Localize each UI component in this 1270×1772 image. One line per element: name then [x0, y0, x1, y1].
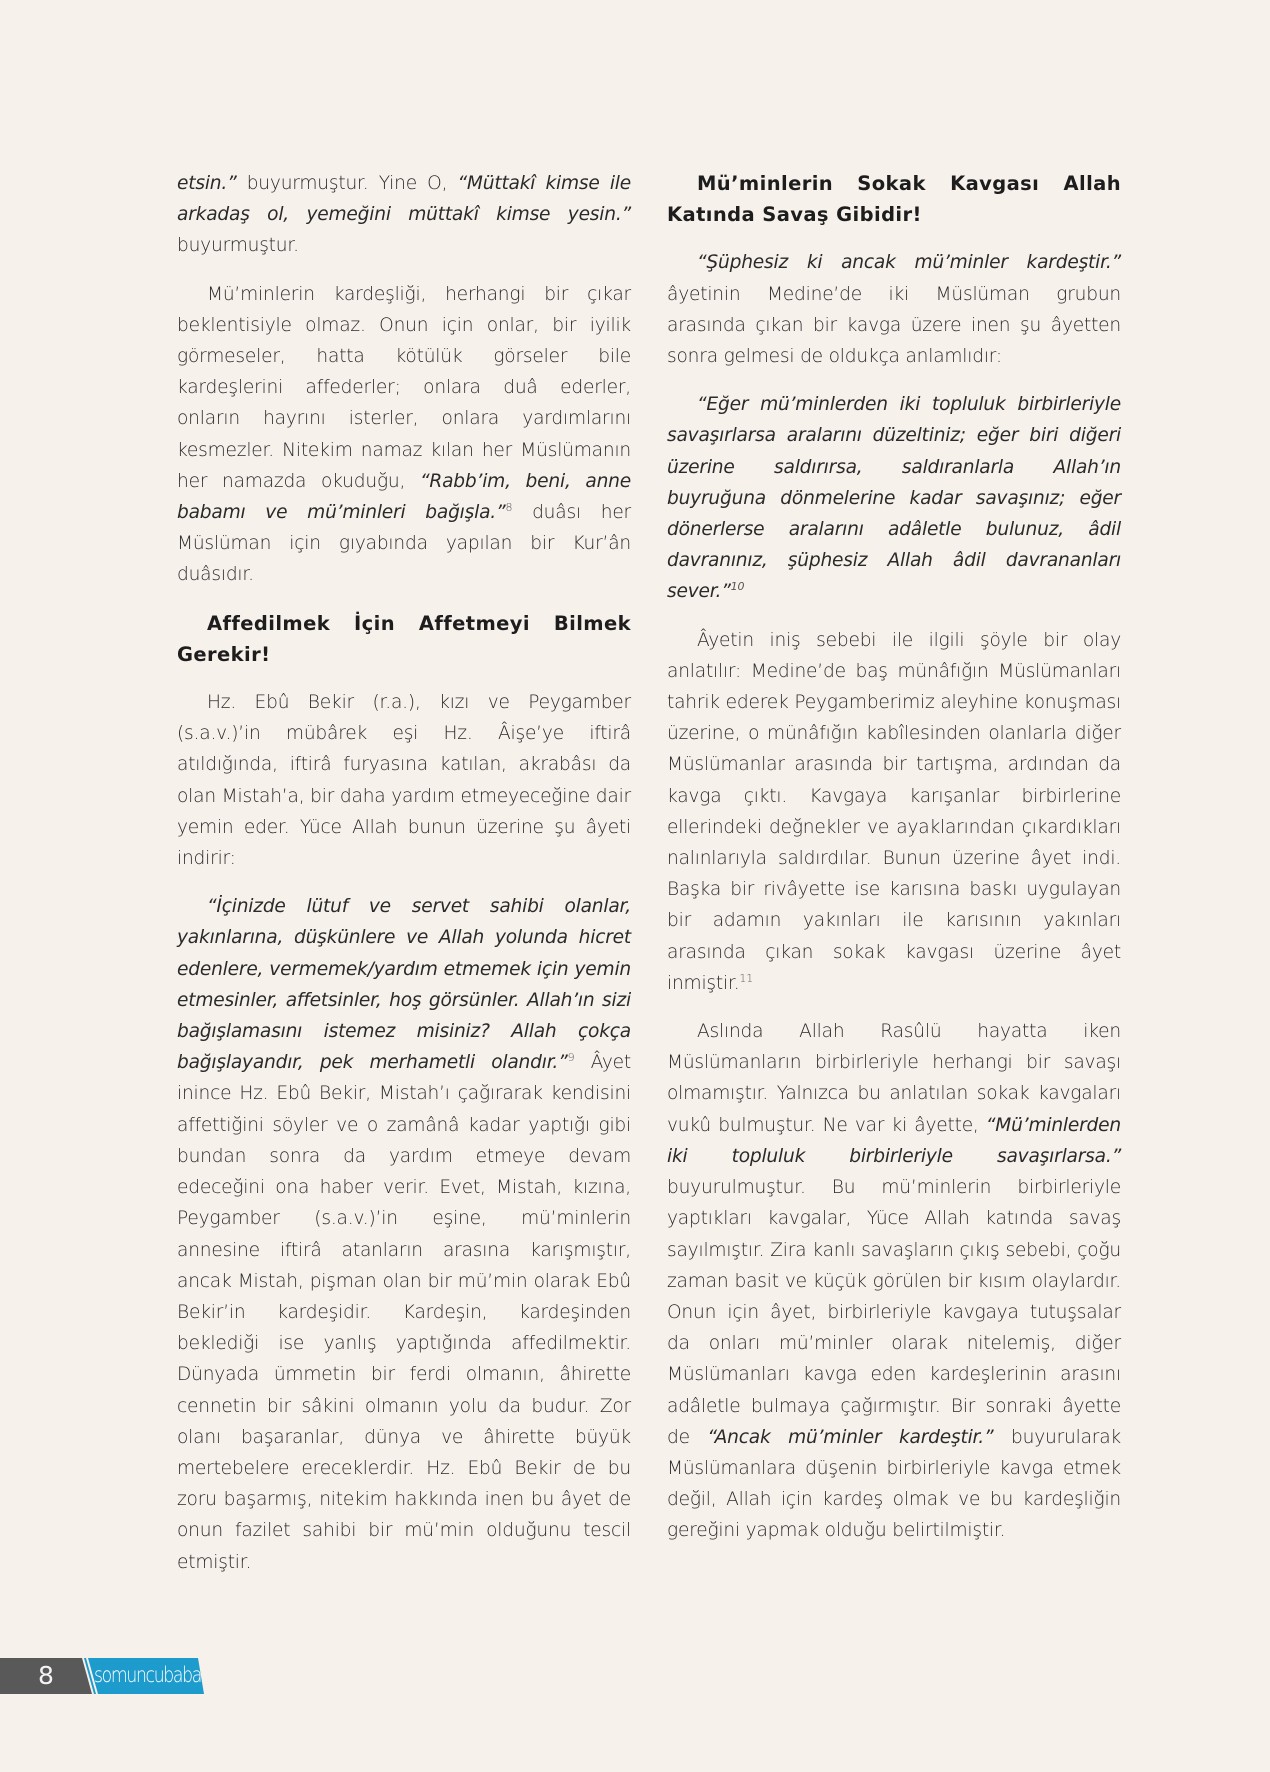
- body-text: buyurulmuştur. Bu mü’minlerin birbirleriyle yaptıkları kavgalar, Yüce Allah katında savaş sayılmıştır. Zira kanlı savaşların çıkış sebebi, çoğu zaman basit ve küçük görülen bir kısım olaylardır. Onun için âyet, birbirleriyle kavgaya tutuşsalar da onları mü’minler olarak nitelemiş, diğer Müslümanları kavga eden kardeşlerinin arasını adâletle bulmaya çağırmıştır. Bir sonraki âyette de: [667, 1177, 1121, 1448]
- body-text: âyetinin Medine’de iki Müslüman grubun arasında çıkan bir kavga üzere inen şu âyetten sonra gelmesi de oldukça anlamlıdır:: [667, 283, 1121, 368]
- body-text: Mü’minlerin kardeşliği, herhangi bir çıkar beklentisiyle olmaz. Onun için onlar, bir iyilik görmeseler, hatta kötülük görseler bile kardeşlerini affederler; onlara duâ ederler, onların hayrını isterler, onlara yardımlarını kesmezler. Nitekim namaz kılan her Müslümanın her namazda okuduğu,: [177, 283, 631, 492]
- left-column: [177, 168, 631, 1595]
- body-text: buyurmuştur. Yine O,: [236, 173, 458, 194]
- brand-logo: somuncubaba: [94, 1663, 202, 1687]
- body-text: buyurularak Müslümanlara düşenin birbirleriyle kavga etmek değil, Allah için kardeş olmak ve bu kardeşliğin gereğini yapmak olduğu belirtilmiştir.: [667, 1426, 1121, 1542]
- body-text: Âyetin iniş sebebi ile ilgili şöyle bir olay anlatılır: Medine’de baş münâfığın Müslümanları tahrik ederek Peygamberimiz aleyhine konuşması üzerine, o münâfığın kabîlesinden olanlarla diğer Müslümanlar arasında bir tartışma, ardından da kavga çıktı. Kavgaya karışanlar birbirlerine ellerindeki değnekler ve ayaklarından çıkardıkları nalınlarıyla saldırdılar. Bunun üzerine âyet indi. Başka bir rivâyette ise karısına baskı uygulayan bir adamın yakınları ile karısının yakınları arasında çıkan sokak kavgası üzerine âyet inmiştir.: [667, 629, 1121, 994]
- section-heading: Affedilmek İçin Affetmeyi Bilmek Gerekir!: [177, 611, 631, 666]
- body-text: buyurmuştur.: [177, 235, 299, 257]
- quote-text: “Mü’minlerden iki topluluk birbirleriyle savaşırlarsa.”: [667, 1114, 1121, 1167]
- paragraph: [667, 625, 1121, 999]
- quote-text: “Rabb’im, beni, anne babamı ve mü’minleri bağışla.”: [177, 470, 631, 524]
- paragraph: [177, 891, 631, 1577]
- quote-text: “Müttakî kimse ile arkadaş ol, yemeğini müttakî kimse yesin.”: [177, 173, 631, 226]
- body-text: Âyet inince Hz. Ebû Bekir, Mistah’ı çağırarak kendisini affettiğini söyler ve o zamânâ kadar yaptığı gibi bundan sonra da yardım etmeye devam edeceğini ona haber verir. Evet, Mistah, kızına, Peygamber (s.a.v.)’in eşine, mü’minlerin annesine iftirâ atanların arasına karışmıştır, ancak Mistah, pişman olan bir mü’min olarak Ebû Bekir’in kardeşidir. Kardeşin, kardeşinden beklediği ise yanlış yaptığında affedilmektir. Dünyada ümmetin bir ferdi olmanın, âhirette cennetin bir sâkini olmanın yolu da budur. Zor olanı başaranlar, dünya ve âhirette büyük mertebelere ereceklerdir. Hz. Ebû Bekir de bu zoru başarmış, nitekim hakkında inen bu âyet de onun fazilet sahibi bir mü’min olduğunu tescil etmiştir.: [177, 1052, 631, 1573]
- quote-text: “İçinizde lütuf ve servet sahibi olanlar, yakınlarına, düşkünlere ve Allah yolunda hicret edenlere, vermemek/yardım etmemek için yemin etmesinler, affetsinler, hoş görsünler. Allah’ın sizi bağışlamasını istemez misiniz? Allah çokça bağışlayandır, pek merhametli olandır.”: [177, 896, 631, 1074]
- paragraph: [667, 389, 1121, 607]
- footnote-ref: 11: [739, 971, 754, 985]
- paragraph: [667, 1016, 1121, 1546]
- footnote-ref: 9: [567, 1051, 575, 1065]
- quote-text: “Ancak mü’minler kardeştir.”: [707, 1426, 994, 1448]
- quote-text: “Şüphesiz ki ancak mü’minler kardeştir.”: [697, 252, 1121, 274]
- footnote-ref: 10: [730, 580, 745, 594]
- right-column: [667, 168, 1121, 1564]
- section-heading: Mü’minlerin Sokak Kavgası Allah Katında Savaş Gibidir!: [667, 172, 1121, 227]
- body-text: Aslında Allah Rasûlü hayatta iken Müslümanların birbirleriyle herhangi bir savaşı olmamıştır. Yalnızca bu anlatılan sokak kavgaları vukû bulmuştur. Ne var ki âyette,: [667, 1021, 1121, 1136]
- paragraph: Hz. Ebû Bekir (r.a.), kızı ve Peygamber (s.a.v.)’in mübârek eşi Hz. Âişe’ye iftirâ atıldığında, iftirâ furyasına katılan, akrabâsı da olan Mistah’a, bir daha yardım etmeyeceğine dair yemin eder. Yüce Allah bunun üzerine şu âyeti indirir:: [177, 692, 631, 870]
- paragraph: [667, 247, 1121, 372]
- body-text: duâsı her Müslüman için gıyabında yapılan bir Kur’ân duâsıdır.: [177, 502, 631, 586]
- paragraph: [177, 168, 631, 262]
- quote-text: “Eğer mü’minlerden iki topluluk birbirleriyle savaşırlarsa aralarını düzeltiniz; eğer biri diğeri üzerine saldırırsa, saldıranlarla Allah’ın buyruğuna dönmelerine kadar savaşınız; eğer dönerlerse aralarını adâletle bulunuz, âdil davranınız, şüphesiz Allah âdil davrananları sever.”: [667, 394, 1121, 603]
- paragraph: [177, 279, 631, 591]
- quote-text: etsin.”: [177, 173, 237, 194]
- page-footer: [0, 1658, 210, 1694]
- page-number: 8: [38, 1661, 54, 1690]
- footnote-ref: 8: [505, 500, 513, 514]
